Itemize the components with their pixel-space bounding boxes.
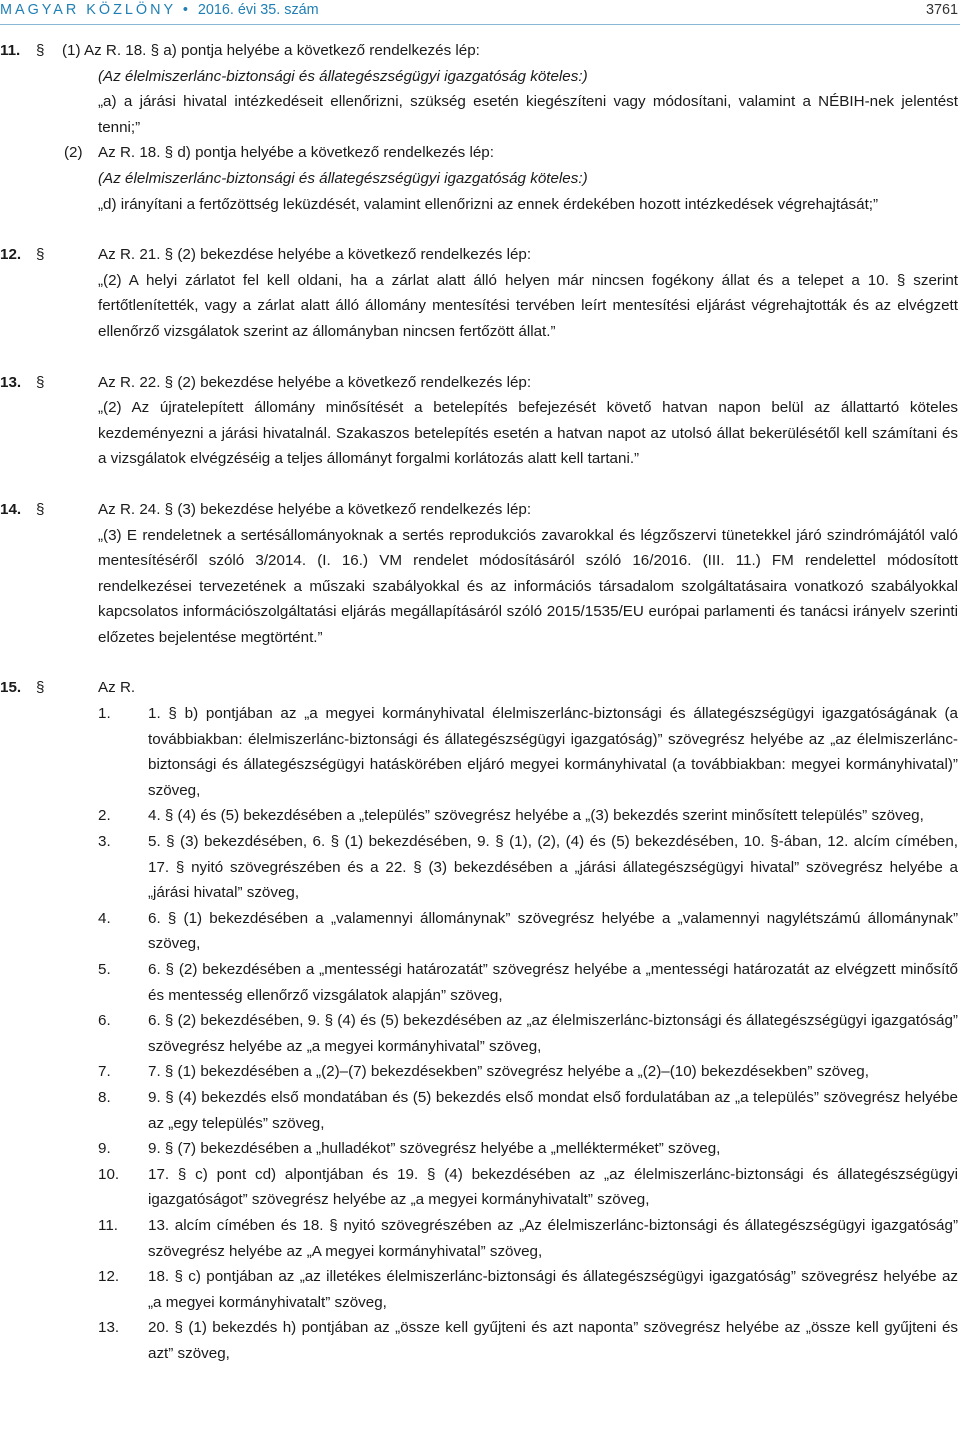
issue-label: 2016. évi 35. szám [197, 2, 319, 18]
subsection-2-heading [64, 140, 958, 166]
list-item [98, 803, 958, 829]
list-item-text: 17. § c) pont cd) alpontjában és 19. § (4) bekezdésében az „az élelmiszerlánc-biztonsági és állategészségügyi igazgatóságot” szövegrész helyébe az „a megyei kormányhivatalt” szöveg, [148, 1165, 958, 1209]
list-item-text: 9. § (4) bekezdés első mondatában és (5) bekezdés első mondat első fordulatában az „a település” szövegrész helyébe az „egy település” szöveg, [148, 1088, 958, 1132]
journal-title: MAGYAR KÖZLÖNY [0, 2, 176, 18]
list-item-number: 3. [98, 833, 111, 851]
section-12 [0, 242, 958, 344]
list-item-number: 1. [98, 705, 111, 723]
list-item-text: 20. § (1) bekezdés h) pontjában az „össze kell gyűjteni és azt naponta” szövegrész helyébe az „össze kell gyűjteni és azt” szöveg, [148, 1319, 958, 1362]
subsection-number: (2) [64, 144, 83, 162]
section-text: „(2) Az újratelepített állomány minősítését a betelepítés befejezését követő hatvan napon belül az állattartó köteles kezdeményezni a járási hivatalnál. Szakaszos betelepítés esetén a hatvan napot az utolsó állat bekerülésétől kell számítani és a vizsgálatok elvégzéséig a teljes állományt forgalmi korlátozás alatt kell tartani.” [98, 399, 958, 468]
list-item [98, 906, 958, 957]
list-item-number: 11. [98, 1216, 118, 1234]
list-item-text: 7. § (1) bekezdésében a „(2)–(7) bekezdésekben” szövegrész helyébe a „(2)–(10) bekezdésekben” szöveg, [148, 1063, 869, 1081]
section-15 [0, 675, 958, 1366]
header-divider [0, 24, 960, 25]
subsection-1-text: „a) a járási hivatal intézkedéseit ellenőrizni, szükség esetén kiegészíteni vagy módosítani, valamint a NÉBIH-nek jelentést tenni;” [98, 93, 958, 136]
journal-running-head [0, 0, 319, 20]
list-item [98, 1315, 958, 1366]
document-body [0, 38, 958, 1367]
section-sign: § [36, 373, 45, 391]
page-header [0, 0, 960, 26]
list-item-number: 5. [98, 961, 111, 978]
list-item-text: 5. § (3) bekezdésében, 6. § (1) bekezdésében, 9. § (1), (2), (4) és (5) bekezdésében, 10. §-ában, 12. alcím címében, 17. § nyitó szövegrészében és a 22. § (3) bekezdésében a „járási állategészségügyi hivatal” szövegrész helyébe a „járási hivatal” szöveg, [148, 833, 958, 902]
list-item-text: 18. § c) pontjában az „az illetékes élelmiszerlánc-biztonsági és állategészségügyi igazgatóság” szövegrész helyébe az „a megyei kormányhivatalt” szöveg, [148, 1268, 958, 1311]
subsection-heading-text: Az R. 18. § d) pontja helyébe a következő rendelkezés lép: [98, 144, 494, 162]
list-item-number: 12. [98, 1268, 120, 1286]
list-item-text: 6. § (2) bekezdésében a „mentességi határozatát” szövegrész helyébe a „mentességi határozatát az elvégzett minősítő és mentesség ellenőrző vizsgálatok alapján” szöveg, [148, 961, 958, 1004]
section-number: 13. [0, 373, 22, 391]
list-item [98, 1008, 958, 1059]
section-heading-text: Az R. 22. § (2) bekezdése helyébe a következő rendelkezés lép: [98, 373, 532, 391]
section-heading-text: Az R. [98, 679, 136, 697]
section-14 [0, 497, 958, 651]
subsection-1-heading [62, 38, 958, 64]
list-item [98, 1059, 958, 1085]
list-item [98, 1085, 958, 1136]
section-heading-text: Az R. 24. § (3) bekezdése helyébe a következő rendelkezés lép: [98, 500, 532, 518]
section-sign: § [36, 679, 45, 697]
list-item [98, 701, 958, 803]
list-item-number: 10. [98, 1165, 120, 1183]
section-number: 15. [0, 679, 22, 697]
section-number: 11. [0, 42, 21, 59]
subsection-2-intro: (Az élelmiszerlánc-biztonsági és állategészségügyi igazgatóság köteles:) [98, 169, 588, 187]
list-item-number: 13. [98, 1319, 120, 1337]
header-separator: • [182, 2, 191, 18]
list-item [98, 829, 958, 906]
section-text: „(2) A helyi zárlatot fel kell oldani, ha a zárlat alatt álló helyen már nincsen fogékony állat és a telepet a 10. § szerint fertőtlenítették, vagy a zárlat alatt álló állomány mentesítési tervében leírt mentesítési eljárást végrehajtották és az elvégzett ellenőrző vizsgálatok szerint az állományban nincsen fertőzött állat.” [98, 271, 958, 340]
list-item-text: 4. § (4) és (5) bekezdésében a „település” szövegrész helyébe a „(3) bekezdés szerint minősített település” szöveg, [148, 807, 924, 825]
section-heading-text: Az R. 21. § (2) bekezdése helyébe a következő rendelkezés lép: [98, 246, 532, 264]
list-item [98, 1136, 958, 1162]
section-sign: § [36, 500, 45, 518]
list-item-number: 4. [98, 909, 111, 927]
list-item-number: 6. [98, 1012, 111, 1030]
list-item [98, 957, 958, 1008]
section-sign: § [36, 42, 45, 59]
list-item-text: 9. § (7) bekezdésében a „hulladékot” szövegrész helyébe a „mellékterméket” szöveg, [148, 1140, 721, 1158]
list-item-number: 2. [98, 807, 111, 825]
list-item-text: 13. alcím címében és 18. § nyitó szövegrészében az „Az élelmiszerlánc-biztonsági és állategészségügyi igazgatóság” szövegrész helyébe az „A megyei kormányhivatal” szöveg, [148, 1216, 958, 1260]
section-number: 14. [0, 500, 22, 518]
list-item-number: 7. [98, 1063, 111, 1081]
list-item-number: 8. [98, 1088, 111, 1106]
list-item-text: 1. § b) pontjában az „a megyei kormányhivatal élelmiszerlánc-biztonsági és állategészségügyi igazgatóságának (a továbbiakban: élelmiszerlánc-biztonsági és állategészségügyi igazgatóság)” szövegrész helyébe az „az élelmiszerlánc-biztonsági és állategészségügyi hatáskörében eljáró megyei kormányhivatal (a továbbiakban: megyei kormányhivatal)” szöveg, [148, 705, 958, 799]
subsection-2-text: „d) irányítani a fertőzöttség leküzdését, valamint ellenőrizni az ennek érdekében hozott intézkedések végrehajtását;” [98, 195, 879, 213]
list-item-text: 6. § (1) bekezdésében a „valamennyi állománynak” szövegrész helyébe a „valamennyi nagylétszámú állománynak” szöveg, [148, 909, 958, 953]
list-item [98, 1264, 958, 1315]
subsection-heading-text: (1) Az R. 18. § a) pontja helyébe a következő rendelkezés lép: [62, 42, 480, 59]
list-item-text: 6. § (2) bekezdésében, 9. § (4) és (5) bekezdésében az „az élelmiszerlánc-biztonsági és állategészségügyi igazgatóság” szövegrész helyébe az „a megyei kormányhivatal” szöveg, [148, 1012, 958, 1055]
list-item [98, 1162, 958, 1213]
section-text: „(3) E rendeletnek a sertésállományoknak a sertés reprodukciós zavarokkal és légzőszervi tünetekkel járó szindrómájától való mentesítéséről szóló 3/2014. (I. 16.) VM rendelet módosításáról szóló 16/2016. (III. 11.) FM rendelettel módosított rendelkezései tervezetének a műszaki szabályokkal és az információs társadalom szolgáltatásaira vonatkozó szabályokkal kapcsolatos információszolgáltatási eljárás megállapításáról szóló 2015/1535/EU európai parlamenti és tanácsi irányelv szerinti előzetes bejelentése megtörtént.” [98, 526, 958, 646]
section-11 [0, 38, 958, 217]
amendment-list [98, 701, 958, 1366]
subsection-1-intro: (Az élelmiszerlánc-biztonsági és állategészségügyi igazgatóság köteles:) [98, 67, 588, 85]
page-number: 3761 [925, 2, 958, 18]
section-13 [0, 370, 958, 472]
section-sign: § [36, 246, 45, 264]
list-item-number: 9. [98, 1140, 111, 1158]
section-number: 12. [0, 246, 22, 264]
list-item [98, 1213, 958, 1264]
